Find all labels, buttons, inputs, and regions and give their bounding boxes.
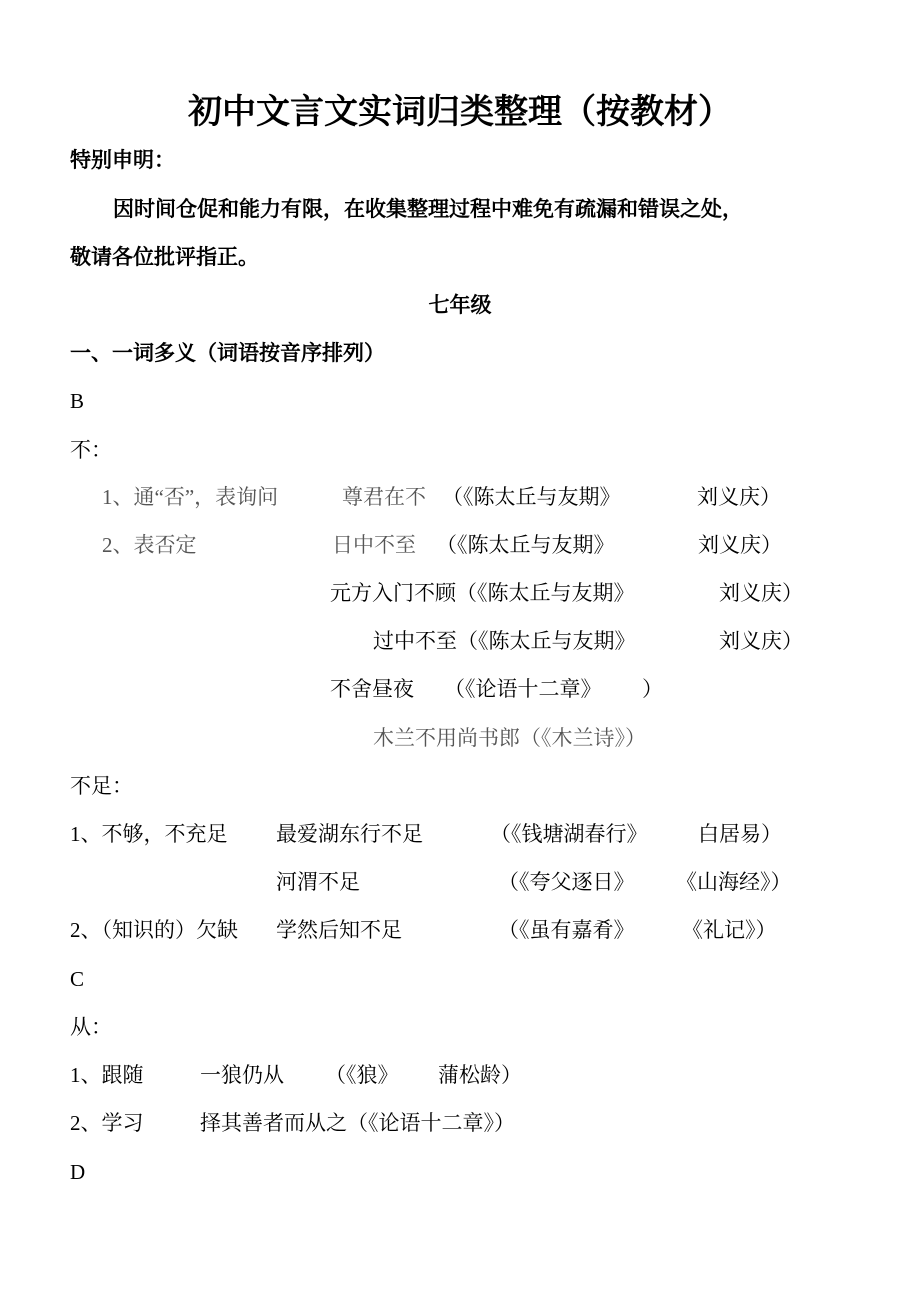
meaning: 2、学习	[70, 1111, 144, 1135]
letter-heading: C	[70, 967, 85, 991]
example: 最爱湖东行不足	[276, 822, 423, 846]
author: 刘义庆）	[719, 629, 803, 653]
example: 日中不至	[332, 533, 416, 557]
letter-heading: D	[70, 1160, 86, 1184]
example: 元方入门不顾（《陈太丘与友期》	[330, 581, 635, 605]
meaning: 1、通“否”，表询问	[102, 485, 279, 509]
source: （《夸父逐日》	[498, 870, 635, 894]
example: 择其善者而从之（《论语十二章》）	[200, 1111, 515, 1135]
notice-heading: 特别申明：	[70, 148, 175, 172]
notice-line: 敬请各位批评指正。	[70, 245, 259, 269]
example: 尊君在不	[342, 485, 426, 509]
entry-word: 从：	[70, 1015, 112, 1039]
author: 刘义庆）	[697, 485, 781, 509]
notice-line: 因时间仓促和能力有限，在收集整理过程中难免有疏漏和错误之处，	[113, 197, 743, 221]
example: 木兰不用尚书郎（《木兰诗》）	[373, 726, 646, 750]
author: 《礼记》）	[682, 918, 777, 942]
source: （《陈太丘与友期》	[436, 533, 615, 557]
meaning: 2、（知识的）欠缺	[70, 918, 238, 942]
source: （《陈太丘与友期》	[442, 485, 621, 509]
meaning: 2、表否定	[102, 533, 197, 557]
example: 不舍昼夜	[330, 677, 414, 701]
meaning: 1、跟随	[70, 1063, 144, 1087]
source: （《狼》	[325, 1063, 399, 1087]
example: 过中不至（《陈太丘与友期》	[373, 629, 636, 653]
source: （《论语十二章》	[444, 677, 602, 701]
example: 一狼仍从	[200, 1063, 284, 1087]
source: （《虽有嘉肴》	[498, 918, 635, 942]
letter-heading: B	[70, 389, 85, 413]
meaning: 1、不够，不充足	[70, 822, 228, 846]
author: 《山海经》）	[676, 870, 792, 894]
author: 刘义庆）	[719, 581, 803, 605]
document-title: 初中文言文实词归类整理（按教材）	[188, 94, 732, 131]
example: 学然后知不足	[276, 918, 402, 942]
author: 蒲松龄）	[438, 1063, 522, 1087]
source-close: ）	[642, 677, 663, 701]
author: 白居易）	[698, 822, 782, 846]
source: （《钱塘湖春行》	[490, 822, 648, 846]
example: 河渭不足	[276, 870, 360, 894]
entry-word: 不：	[70, 438, 112, 462]
section-heading: 一、一词多义（词语按音序排列）	[70, 341, 385, 365]
entry-word: 不足：	[70, 774, 133, 798]
grade-heading: 七年级	[428, 293, 492, 317]
author: 刘义庆）	[698, 533, 782, 557]
